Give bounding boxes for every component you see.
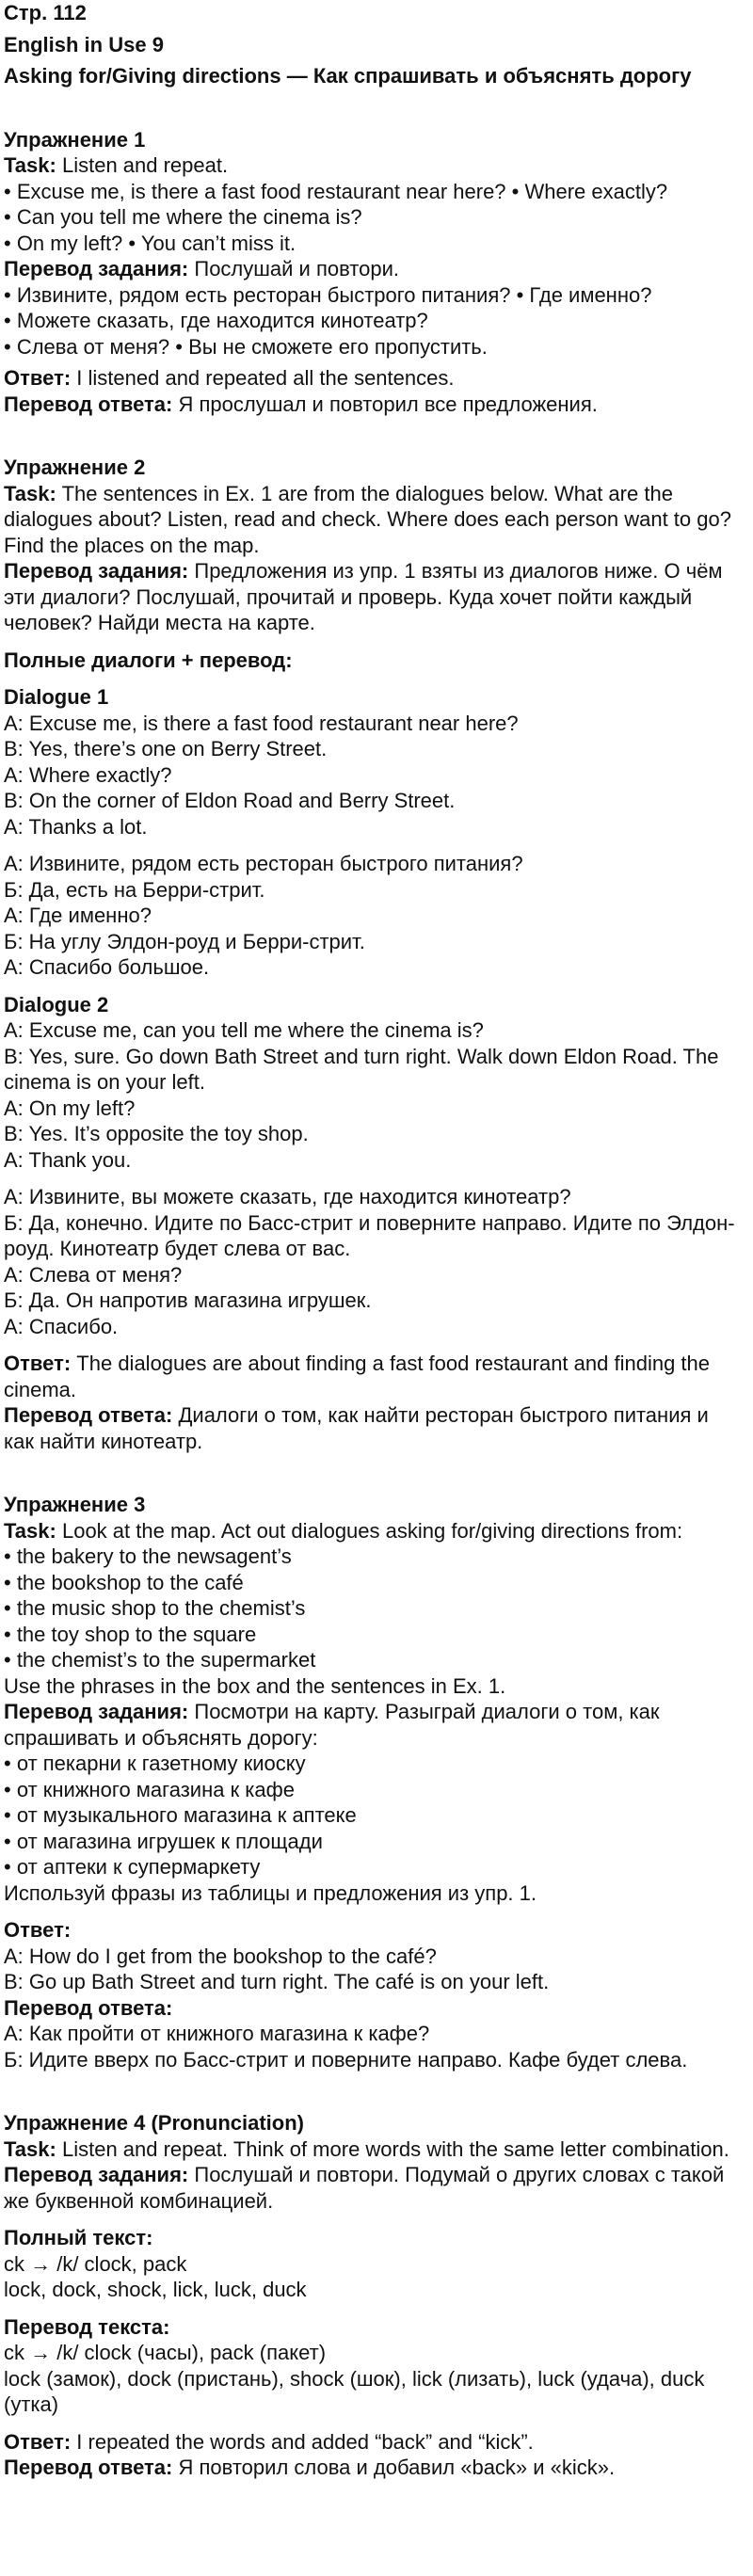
answer-ru-label: Перевод ответа: [4,2456,173,2479]
task-text: Look at the map. Act out dialogues asking for/giving directions from: [61,1518,683,1543]
translation-line: lock (замок), dock (пристань), shock (шок), lick (лизать), luck (удача), duck (утка) [4,2366,705,2416]
translation-heading: Перевод текста: [4,2314,170,2339]
full-text-heading: Полный текст: [4,2226,153,2249]
answer-ru-label: Перевод ответа: [4,392,173,416]
answer-ru-text: Я повторил слова и добавил «back» и «kick». [178,2456,616,2479]
exercise-3-en-item: • the chemist’s to the supermarket [4,1648,316,1672]
answer-label: Ответ: [4,2429,72,2454]
exercise-3-ru-item: • от магазина игрушек к площади [4,1829,323,1853]
dialogue-2-ru-line: А: Спасибо. [4,1314,119,1338]
exercise-3-task-ru [4,1699,738,1751]
exercise-2-title: Упражнение 2 [4,456,146,479]
unit-title: English in Use 9 [4,32,164,56]
dialogue-1-line: A: Where exactly? [4,762,172,787]
dialogue-1-line: A: Excuse me, is there a fast food restaurant near here? [4,711,519,735]
exercise-3-answer-line: B: Go up Bath Street and turn right. The café is on your left. [4,1970,550,1993]
exercise-1 [4,127,738,418]
task-ru-text: Послушай и повтори. Подумай о других словах с такой же буквенной комбинацией. [4,2163,725,2213]
dialogue-2-ru-line: Б: Да. Он напротив магазина игрушек. [4,1288,372,1312]
exercise-2 [4,455,738,1454]
exercise-4-title: Упражнение 4 (Pronunciation) [4,2111,304,2135]
dialogue-2-line: A: Thank you. [4,1147,132,1172]
dialogue-2-line: A: Excuse me, can you tell me where the cinema is? [4,1018,484,1042]
task-text: Listen and repeat. [61,153,229,177]
dialogue-1-line: A: Thanks a lot. [4,814,148,839]
exercise-4-answer [4,2429,738,2456]
exercise-1-en-line: • On my left? • You can’t miss it. [4,231,296,255]
dialogue-1-ru-line: А: Извините, рядом есть ресторан быстрого питания? [4,852,523,875]
dialogue-1-ru-line: А: Спасибо большое. [4,955,210,979]
dialogue-2-line: B: Yes, sure. Go down Bath Street and turn right. Walk down Eldon Road. The cinema is on your left. [4,1044,719,1094]
task-label: Task: [4,2136,56,2161]
answer-label: Ответ: [4,366,72,390]
task-label: Task: [4,153,56,177]
exercise-3-en-item: • the bakery to the newsagent’s [4,1544,292,1568]
answer-ru-label: Перевод ответа: [4,1995,173,2020]
exercise-1-ru-line: • Слева от меня? • Вы не сможете его пропустить. [4,334,488,359]
exercise-3-answer-line: A: How do I get from the bookshop to the café? [4,1944,437,1968]
dialogue-2-ru-line: Б: Да, конечно. Идите по Басс-стрит и поверните направо. Идите по Элдон-роуд. Кинотеатр будет слева от вас. [4,1210,735,1260]
exercise-3-ru-item: • от пекарни к газетному киоску [4,1752,306,1775]
full-text-line: lock, dock, shock, lick, luck, duck [4,2278,307,2301]
exercise-3 [4,1492,738,2072]
answer-label: Ответ: [4,1918,72,1942]
full-dialogues-heading: Полные диалоги + перевод: [4,648,293,672]
dialogue-1-ru-line: Б: Да, есть на Берри-стрит. [4,877,265,902]
exercise-1-answer-ru [4,392,738,418]
exercise-1-title: Упражнение 1 [4,127,146,152]
exercise-3-en-item: • the toy shop to the square [4,1622,257,1646]
exercise-3-answer-ru-line: Б: Идите вверх по Басс-стрит и поверните направо. Кафе будет слева. [4,2047,688,2072]
exercise-3-en-item: • the bookshop to the café [4,1570,244,1594]
exercise-4-task [4,2136,738,2163]
exercise-3-ru-tail: Используй фразы из таблицы и предложения из упр. 1. [4,1880,537,1905]
dialogue-2-ru-line: А: Слева от меня? [4,1262,183,1287]
exercise-4-answer-ru [4,2455,738,2481]
dialogue-2-line: A: On my left? [4,1096,136,1120]
exercise-3-en-tail: Use the phrases in the box and the sentences in Ex. 1. [4,1673,506,1698]
task-ru-label: Перевод задания: [4,257,189,280]
answer-text: I listened and repeated all the sentences. [76,366,455,390]
answer-label: Ответ: [4,1352,72,1375]
task-text: Listen and repeat. Think of more words with the same letter combination. [61,2136,729,2161]
task-ru-text: Послушай и повтори. [194,257,400,280]
exercise-1-en-line: • Excuse me, is there a fast food restaurant near here? • Where exactly? [4,179,668,203]
dialogue-1-line: B: On the corner of Eldon Road and Berry Street. [4,789,456,812]
page-number: Стр. 112 [4,1,87,24]
exercise-4 [4,2110,738,2481]
answer-text: The dialogues are about finding a fast food restaurant and finding the cinema. [4,1352,710,1401]
task-ru-label: Перевод задания: [4,1700,189,1723]
dialogue-2-line: B: Yes. It’s opposite the toy shop. [4,1122,309,1145]
exercise-3-ru-item: • от музыкального магазина к аптеке [4,1803,357,1827]
dialogue-2-title: Dialogue 2 [4,992,109,1016]
exercise-2-answer-ru [4,1402,738,1454]
answer-text: I repeated the words and added “back” and “kick”. [76,2429,534,2454]
exercise-1-answer [4,365,738,392]
exercise-2-answer [4,1351,738,1402]
exercise-3-en-item: • the music shop to the chemist’s [4,1596,306,1620]
exercise-3-task [4,1518,738,1544]
exercise-4-task-ru [4,2162,738,2214]
dialogue-1-ru-line: А: Где именно? [4,904,152,927]
exercise-3-ru-item: • от книжного магазина к кафе [4,1777,295,1801]
dialogue-1-line: B: Yes, there’s one on Berry Street. [4,737,328,760]
exercise-1-task [4,152,738,179]
answer-ru-text: Я прослушал и повторил все предложения. [178,392,598,416]
exercise-1-task-ru [4,256,738,282]
task-ru-label: Перевод задания: [4,2163,189,2186]
task-ru-text: Предложения из упр. 1 взяты из диалогов ниже. О чём эти диалоги? Послушай, прочитай и проверь. Куда хочет пойти каждый человек? Найди места на карте. [4,559,723,634]
task-text: The sentences in Ex. 1 are from the dialogues below. What are the dialogues about? Listen, read and check. Where does each person want to go? Find the places on the map. [4,481,731,557]
exercise-1-en-line: • Can you tell me where the cinema is? [4,205,362,229]
task-label: Task: [4,481,56,505]
task-ru-label: Перевод задания: [4,559,189,583]
topic-title: Asking for/Giving directions — Как спрашивать и объяснять дорогу [4,64,692,88]
exercise-3-answer-ru-line: А: Как пройти от книжного магазина к кафе? [4,2022,430,2045]
task-label: Task: [4,1518,56,1543]
exercise-1-ru-line: • Можете сказать, где находится кинотеатр? [4,309,428,332]
exercise-3-ru-item: • от аптеки к супермаркету [4,1855,261,1879]
dialogue-1-title: Dialogue 1 [4,685,109,709]
answer-ru-text: Диалоги о том, как найти ресторан быстрого питания и как найти кинотеатр. [4,1403,709,1453]
full-text-line: ck → /k/ clock, pack [4,2251,187,2276]
answer-ru-label: Перевод ответа: [4,1403,173,1427]
exercise-3-title: Упражнение 3 [4,1493,146,1516]
translation-line: ck → /k/ clock (часы), pack (пакет) [4,2341,327,2364]
exercise-2-task [4,481,738,559]
task-ru-text: Посмотри на карту. Разыграй диалоги о том, как спрашивать и объяснять дорогу: [4,1700,660,1750]
exercise-2-task-ru [4,558,738,636]
dialogue-1-ru-line: Б: На углу Элдон-роуд и Берри-стрит. [4,929,365,953]
dialogue-2-ru-line: А: Извините, вы можете сказать, где находится кинотеатр? [4,1185,571,1208]
exercise-1-ru-line: • Извините, рядом есть ресторан быстрого питания? • Где именно? [4,282,652,307]
